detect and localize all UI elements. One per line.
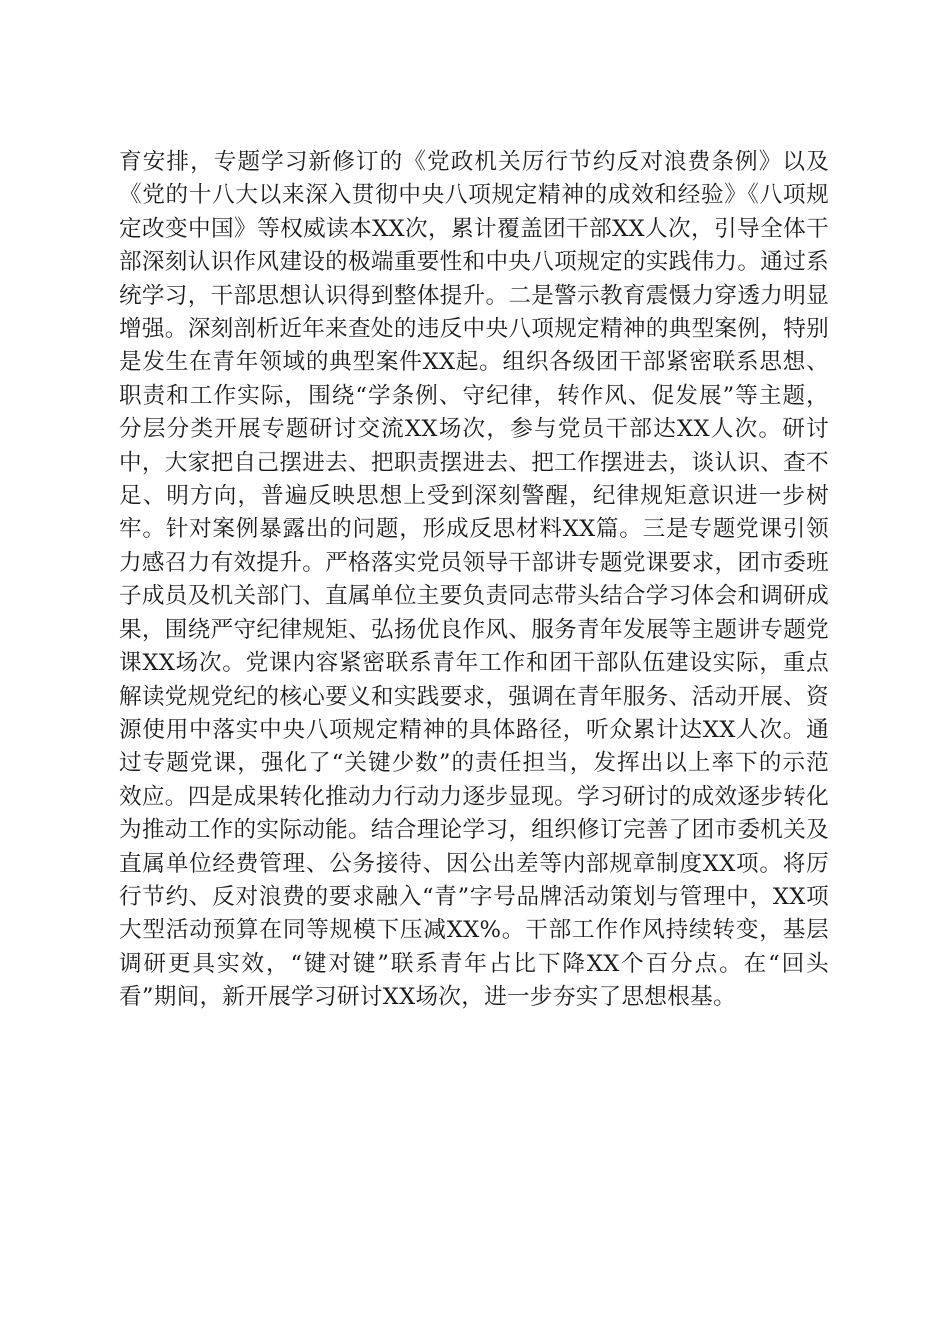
- body-paragraph: 育安排，专题学习新修订的《党政机关厉行节约反对浪费条例》以及《党的十八大以来深入贯彻中央八项规定精神的成效和经验》《八项规定改变中国》等权威读本XX次，累计覆盖团干部XX人次，引导全体干部深刻认识作风建设的极端重要性和中央八项规定的实践伟力。通过系统学习，干部思想认识得到整体提升。二是警示教育震慑力穿透力明显增强。深刻剖析近年来查处的违反中央八项规定精神的典型案例，特别是发生在青年领域的典型案件XX起。组织各级团干部紧密联系思想、职责和工作实际，围绕“学条例、守纪律，转作风、促发展”等主题，分层分类开展专题研讨交流XX场次，参与党员干部达XX人次。研讨中，大家把自己摆进去、把职责摆进去、把工作摆进去，谈认识、查不足、明方向，普遍反映思想上受到深刻警醒，纪律规矩意识进一步树牢。针对案例暴露出的问题，形成反思材料XX篇。三是专题党课引领力感召力有效提升。严格落实党员领导干部讲专题党课要求，团市委班子成员及机关部门、直属单位主要负责同志带头结合学习体会和调研成果，围绕严守纪律规矩、弘扬优良作风、服务青年发展等主题讲专题党课XX场次。党课内容紧密联系青年工作和团干部队伍建设实际，重点解读党规党纪的核心要义和实践要求，强调在青年服务、活动开展、资源使用中落实中央八项规定精神的具体路径，听众累计达XX人次。通过专题党课，强化了“关键少数”的责任担当，发挥出以上率下的示范效应。四是成果转化推动力行动力逐步显现。学习研讨的成效逐步转化为推动工作的实际动能。结合理论学习，组织修订完善了团市委机关及直属单位经费管理、公务接待、因公出差等内部规章制度XX项。将厉行节约、反对浪费的要求融入“青”字号品牌活动策划与管理中，XX项大型活动预算在同等规模下压减XX%。干部工作作风持续转变，基层调研更具实效，“键对键”联系青年占比下降XX个百分点。在“回头看”期间，新开展学习研讨XX场次，进一步夯实了思想根基。: [119, 149, 829, 1011]
